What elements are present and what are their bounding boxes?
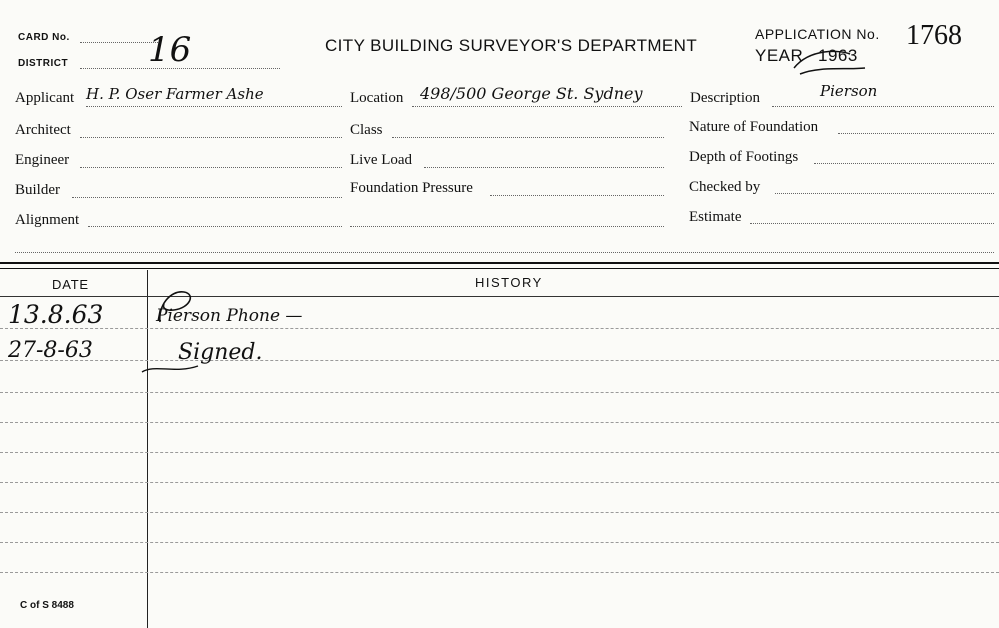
- history-entry-2-text: Signed.: [178, 340, 263, 365]
- applicant-label: Applicant: [15, 90, 75, 106]
- live-load-label: Live Load: [350, 152, 413, 168]
- nature-of-foundation-line: [838, 133, 994, 134]
- location-line: [412, 106, 682, 107]
- ruled-row: [0, 572, 999, 573]
- live-load-line: [424, 167, 664, 168]
- depth-of-footings-label: Depth of Footings: [689, 149, 799, 165]
- ruled-row: [0, 392, 999, 393]
- year-label: YEAR: [755, 46, 804, 65]
- class-line: [392, 137, 664, 138]
- district-label: DISTRICT: [18, 58, 69, 69]
- district-value: 16: [148, 30, 192, 70]
- section-separator-bottom: [0, 268, 999, 269]
- card-no-label: CARD No.: [18, 32, 70, 43]
- history-entry-1-date: 13.8.63: [8, 300, 104, 329]
- depth-of-footings-line: [814, 163, 994, 164]
- description-value: Pierson: [820, 82, 878, 100]
- applicant-line: [86, 106, 342, 107]
- section-separator-top: [0, 262, 999, 264]
- applicant-value: H. P. Oser Farmer Ashe: [86, 85, 264, 103]
- alignment-line-mid: [350, 226, 664, 227]
- estimate-line: [750, 223, 994, 224]
- class-label: Class: [350, 122, 383, 138]
- extra-dotted-line: [15, 252, 994, 253]
- engineer-line: [80, 167, 342, 168]
- ruled-row: [0, 452, 999, 453]
- application-number: 1768: [906, 20, 962, 51]
- builder-label: Builder: [15, 182, 60, 198]
- form-code: C of S 8488: [20, 600, 74, 611]
- history-column-header: HISTORY: [475, 275, 543, 290]
- department-title: CITY BUILDING SURVEYOR'S DEPARTMENT: [325, 36, 698, 55]
- ruled-row: [0, 542, 999, 543]
- architect-label: Architect: [15, 122, 71, 138]
- description-label: Description: [690, 90, 760, 106]
- foundation-pressure-line: [490, 195, 664, 196]
- alignment-line: [88, 226, 342, 227]
- column-divider: [147, 270, 148, 628]
- ruled-row: [0, 422, 999, 423]
- description-line: [772, 106, 994, 107]
- initial-flourish-mark: [150, 286, 200, 326]
- signature-underline-mark: [140, 360, 200, 376]
- ruled-row: [0, 512, 999, 513]
- checked-by-line: [775, 193, 994, 194]
- foundation-pressure-label: Foundation Pressure: [350, 180, 473, 196]
- estimate-label: Estimate: [689, 209, 742, 225]
- architect-line: [80, 137, 342, 138]
- checked-by-label: Checked by: [689, 179, 761, 195]
- history-entry-2-date: 27-8-63: [8, 338, 93, 363]
- application-label: APPLICATION No.: [755, 26, 880, 42]
- nature-of-foundation-label: Nature of Foundation: [689, 119, 819, 135]
- date-column-header: DATE: [52, 277, 89, 292]
- ruled-row: [0, 482, 999, 483]
- history-entry-1-text: Pierson Phone —: [156, 306, 303, 326]
- engineer-label: Engineer: [15, 152, 70, 168]
- location-value: 498/500 George St. Sydney: [420, 84, 643, 103]
- builder-line: [72, 197, 342, 198]
- year-strike-mark: [790, 48, 870, 78]
- alignment-label: Alignment: [15, 212, 80, 228]
- location-label: Location: [350, 90, 404, 106]
- year-value: 1963: [818, 46, 858, 65]
- ruled-row: [0, 328, 999, 329]
